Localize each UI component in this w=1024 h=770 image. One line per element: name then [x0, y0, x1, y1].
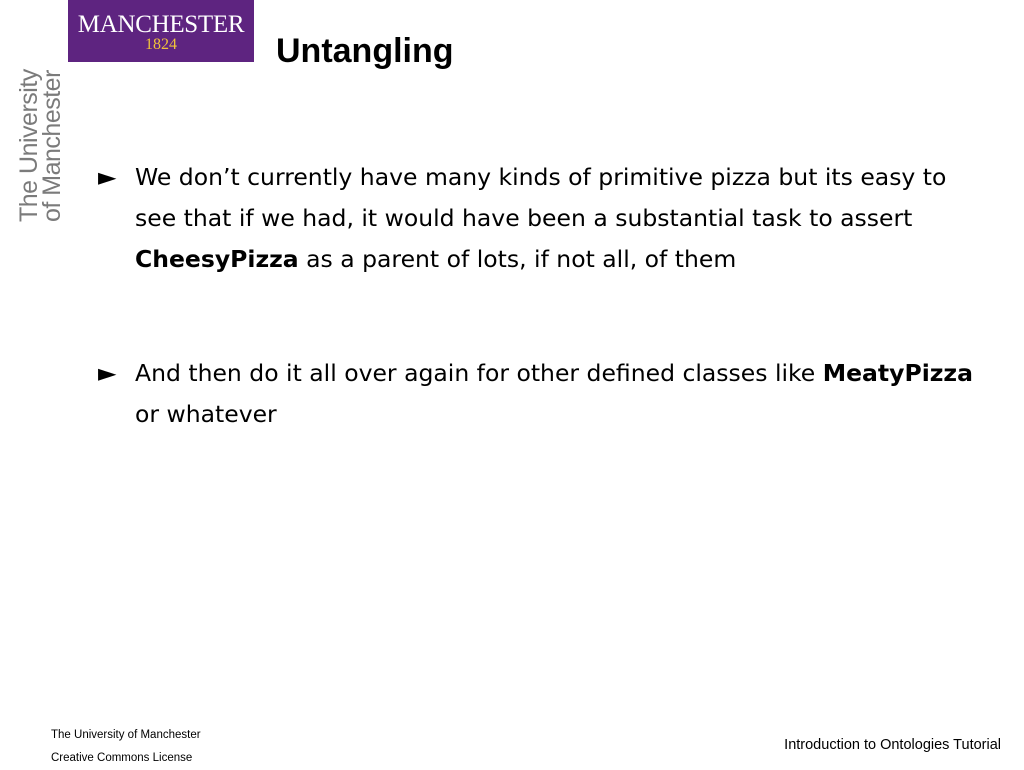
- logo-name: MANCHESTER: [77, 11, 245, 38]
- bullet-item: [98, 157, 978, 280]
- bullet-text: or whatever: [135, 400, 277, 428]
- footer-course-title: Introduction to Ontologies Tutorial: [784, 737, 1001, 753]
- bullet-text: And then do it all over again for other defined classes like: [135, 359, 823, 387]
- wordmark-line2: of Manchester: [38, 70, 66, 222]
- bullet-arrow-icon: ►: [98, 163, 117, 191]
- bullet-arrow-icon: ►: [98, 359, 117, 387]
- university-wordmark: [15, 62, 70, 222]
- footer-license: Creative Commons License: [51, 752, 193, 764]
- logo-year: 1824: [145, 36, 177, 53]
- footer-university: The University of Manchester: [51, 729, 201, 741]
- wordmark-line1: The University: [15, 69, 43, 222]
- bullet-class-name: CheesyPizza: [135, 245, 299, 273]
- bullet-text: as a parent of lots, if not all, of them: [298, 245, 737, 273]
- bullet-text: We don’t currently have many kinds of primitive pizza but its easy to see that if we had, it would have been a substantial task to assert: [135, 163, 947, 232]
- footer-left: [51, 724, 201, 770]
- university-logo: [68, 0, 254, 62]
- slide-title: Untangling: [276, 32, 454, 70]
- bullet-class-name: MeatyPizza: [822, 359, 973, 387]
- bullet-item: [98, 353, 978, 435]
- bullet-list: [98, 157, 978, 435]
